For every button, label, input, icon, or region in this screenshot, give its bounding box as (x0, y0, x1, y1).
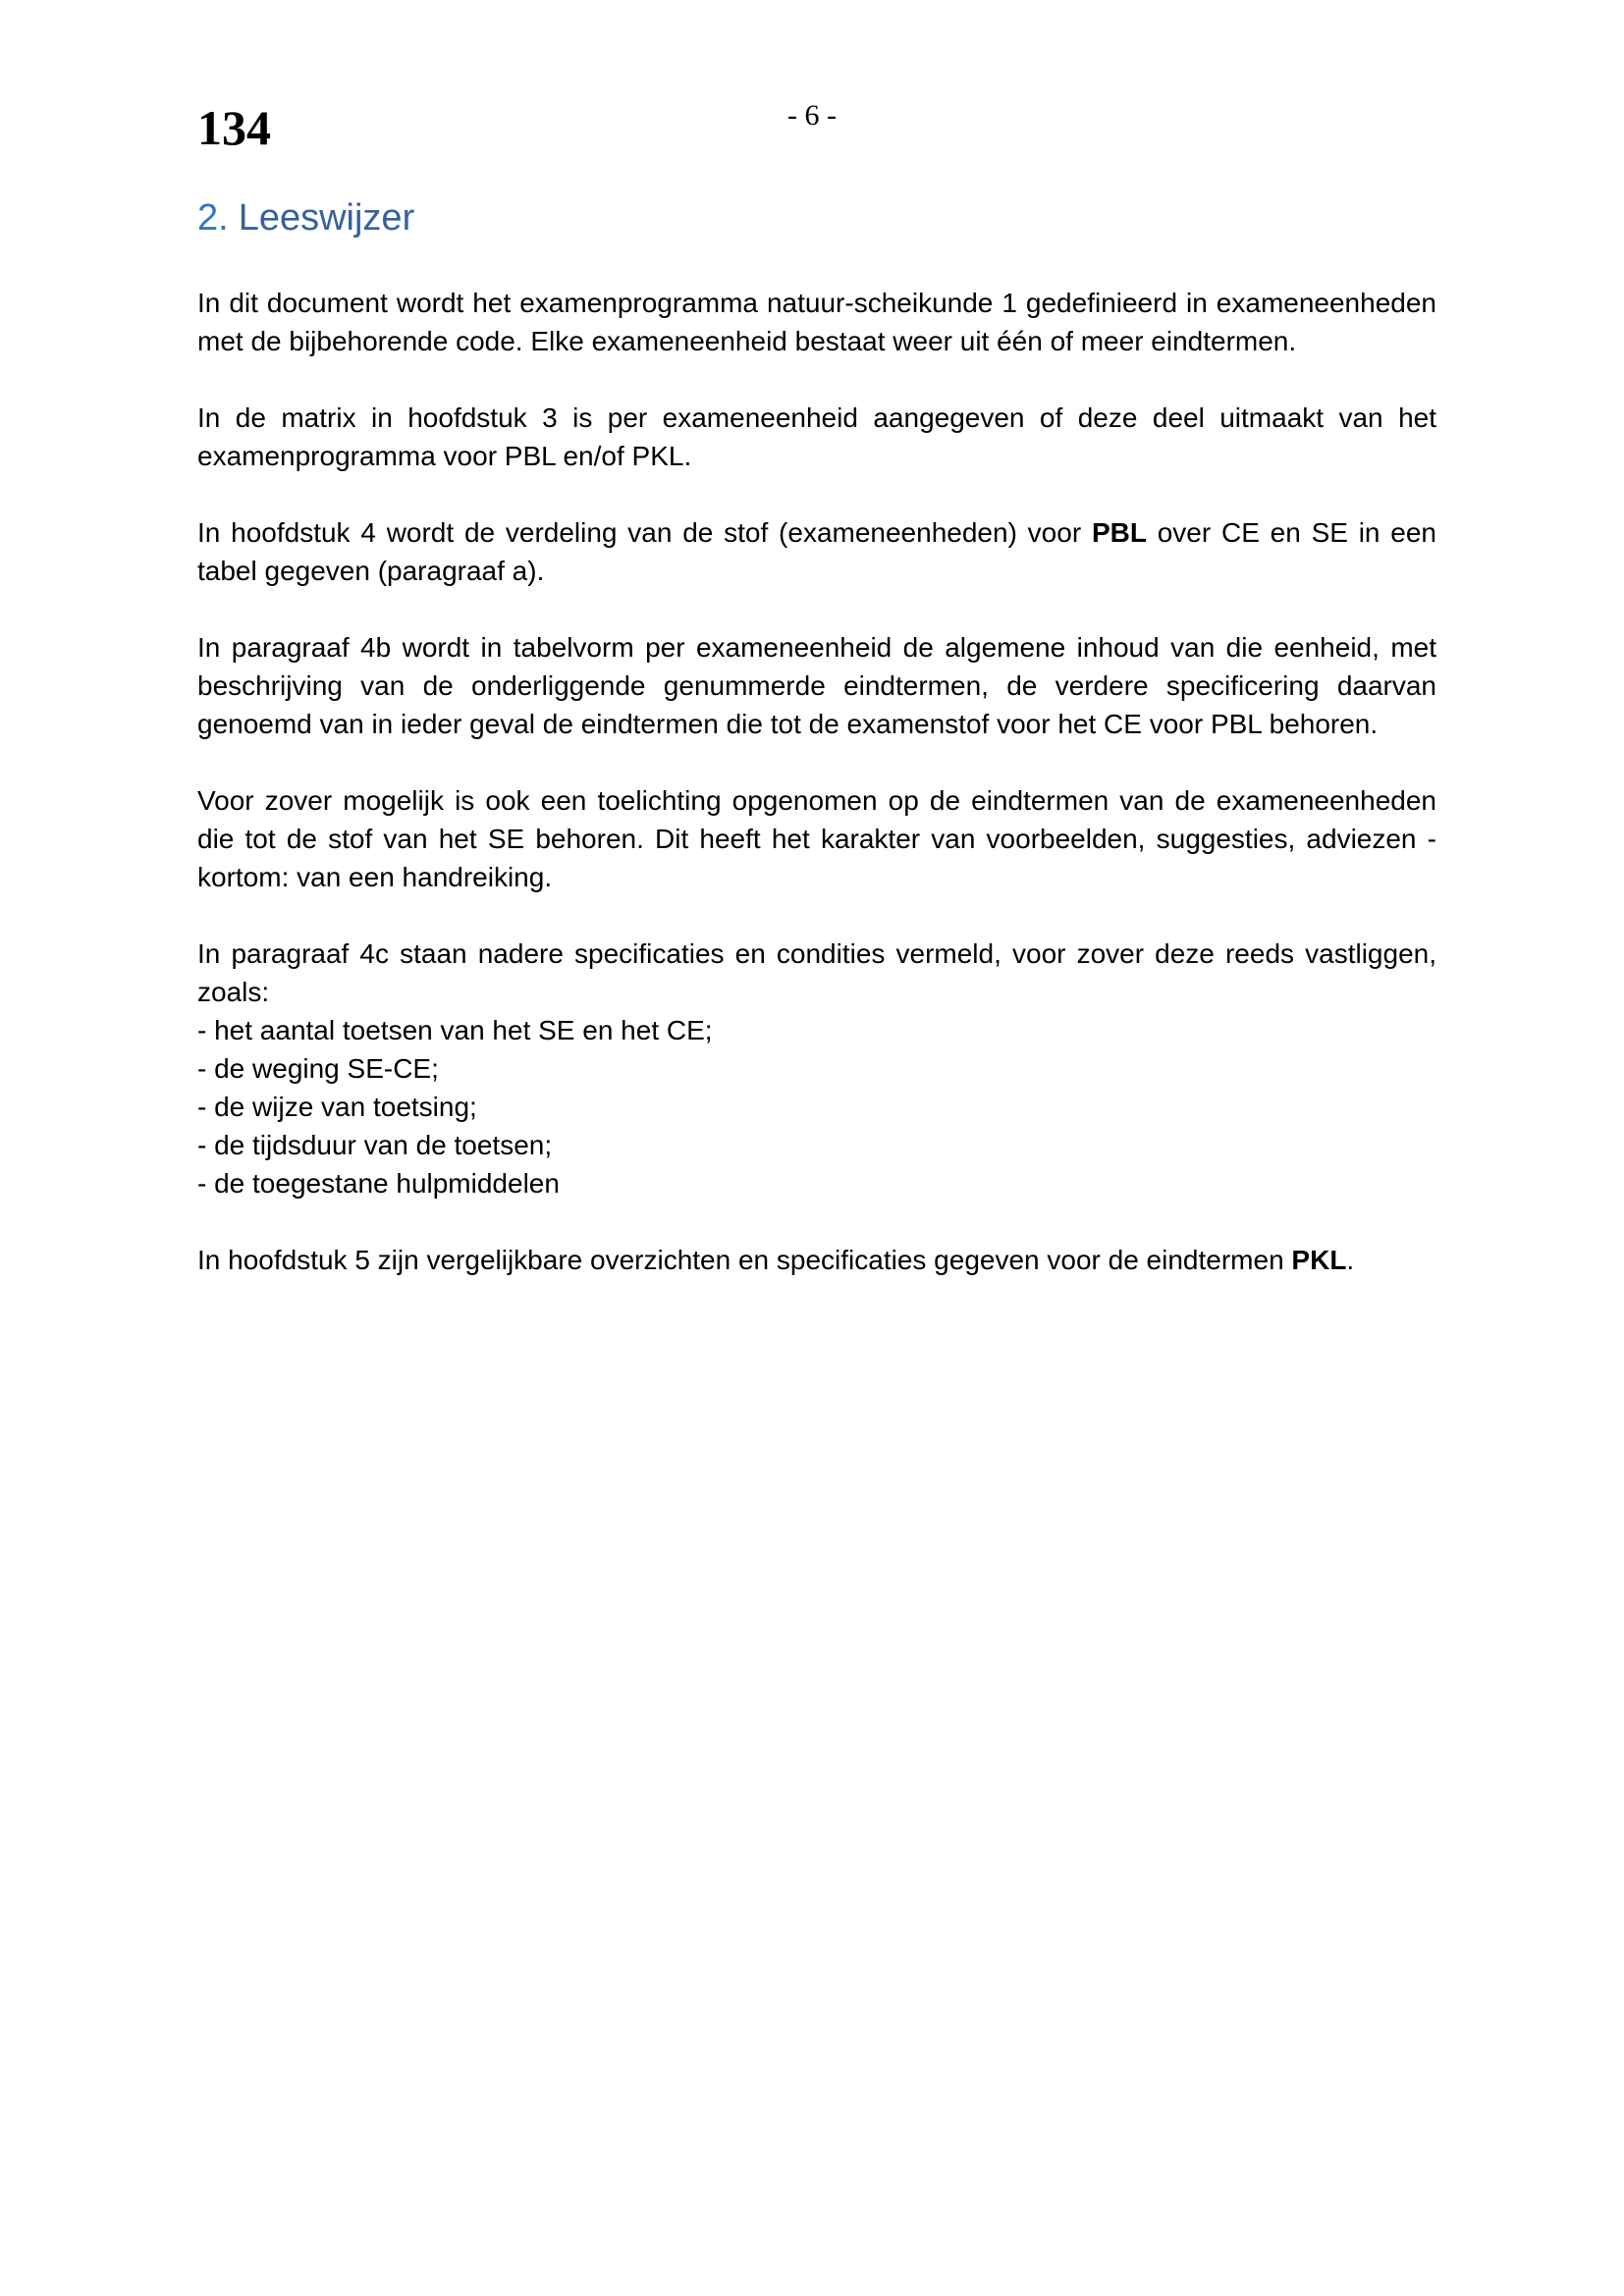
bold-run: PKL (1291, 1245, 1347, 1275)
text-run: In hoofdstuk 4 wordt de verdeling van de stof (exameneenheden) voor (197, 517, 1092, 548)
list-item: - de tijdsduur van de toetsen; (197, 1130, 553, 1160)
bold-run: PBL (1091, 517, 1147, 548)
paragraph-hoofdstuk-4 (197, 513, 1436, 590)
conditions-list (197, 1011, 1436, 1202)
list-item: - de toegestane hulpmiddelen (197, 1168, 560, 1199)
page-number: - 6 - (787, 99, 837, 132)
paragraph-4b: In paragraaf 4b wordt in tabelvorm per exameneenheid de algemene inhoud van die eenheid, met beschrijving van de onderliggende genummerde eindtermen, de verdere specificering daarvan genoemd van in ieder geval de eindtermen die tot de examenstof voor het CE voor PBL behoren. (197, 632, 1436, 739)
list-item: - de wijze van toetsing; (197, 1092, 477, 1122)
paragraph-matrix: In de matrix in hoofdstuk 3 is per exameneenheid aangegeven of deze deel uitmaakt van het examenprogramma voor PBL en/of PKL. (197, 402, 1436, 471)
list-item: - de weging SE-CE; (197, 1053, 439, 1084)
text-run: over CE en SE in een tabel gegeven (paragraaf a). (197, 517, 1437, 586)
paragraph-4c: In paragraaf 4c staan nadere specificaties en condities vermeld, voor zover deze reeds vastliggen, zoals: (197, 938, 1436, 1007)
body-text (197, 284, 1436, 1317)
section-number: 2. (197, 197, 229, 239)
section-title: Leeswijzer (238, 197, 415, 239)
paragraph-intro: In dit document wordt het examenprogramma natuur-scheikunde 1 gedefinieerd in exameneenheden met de bijbehorende code. Elke exameneenheid bestaat weer uit één of meer eindtermen. (197, 288, 1436, 356)
list-item: - het aantal toetsen van het SE en het CE; (197, 1015, 713, 1045)
folio-number: 134 (197, 100, 271, 155)
text-run: . (1346, 1245, 1355, 1275)
paragraph-hoofdstuk-5 (197, 1241, 1436, 1279)
section-heading (197, 192, 414, 243)
paragraph-toelichting: Voor zover mogelijk is ook een toelichting opgenomen op de eindtermen van de exameneenheden die tot de stof van het SE behoren. Dit heeft het karakter van voorbeelden, suggesties, adviezen - kortom: van een handreiking. (197, 785, 1436, 892)
text-run: In hoofdstuk 5 zijn vergelijkbare overzichten en specificaties gegeven voor de eindtermen (197, 1245, 1292, 1275)
